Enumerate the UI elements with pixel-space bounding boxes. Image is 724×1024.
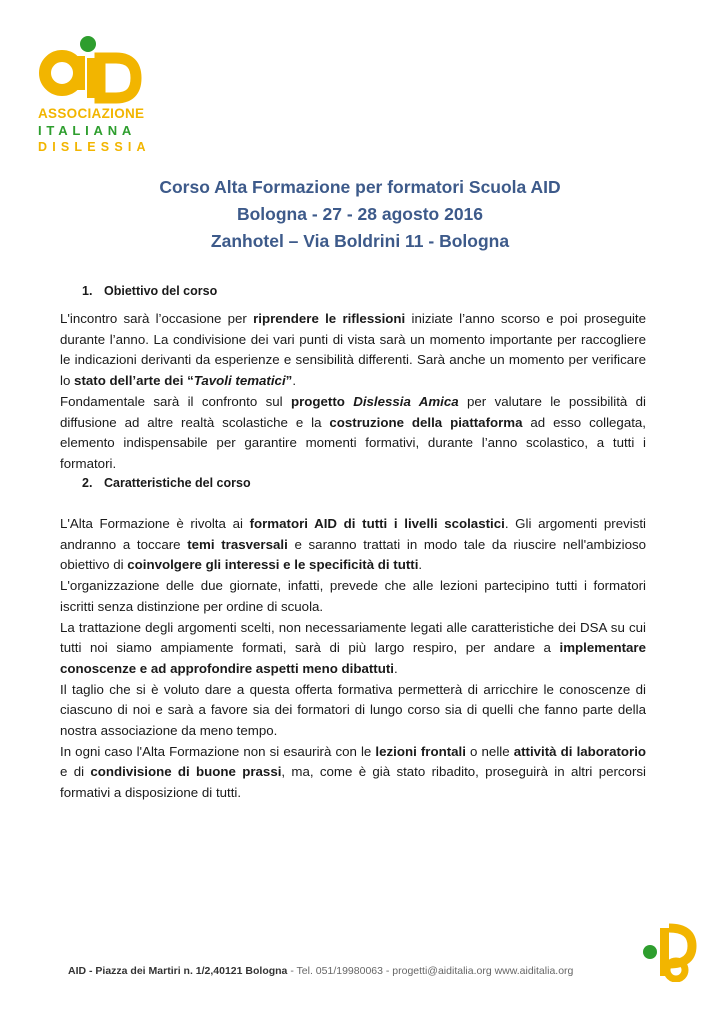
aid-logo-mark [38, 28, 148, 108]
section-2-heading [82, 476, 251, 490]
section-2-body [60, 514, 646, 804]
paragraph-3: L'Alta Formazione è rivolta ai formatori AID di tutti i livelli scolastici. Gli argomenti previsti andranno a toccare temi trasversali e saranno trattati in modo tale da riuscire nell'ambizioso obiettivo di coinvolgere gli interessi e le specificità di tutti. [60, 516, 647, 573]
paragraph-4: L'organizzazione delle due giornate, infatti, prevede che alle lezioni partecipino tutti i formatori iscritti senza distinzione per ordine di scuola. [60, 578, 646, 614]
logo-line-associazione: ASSOCIAZIONE [38, 106, 145, 121]
section-2-number: 2. [82, 476, 93, 490]
section-2-title: Caratteristiche del corso [104, 476, 251, 490]
footer-contacts: - Tel. 051/19980063 - progetti@aiditalia.org www.aiditalia.org [287, 965, 574, 977]
section-1-body [60, 309, 646, 475]
section-1-heading [82, 284, 217, 298]
paragraph-7: In ogni caso l'Alta Formazione non si esaurirà con le lezioni frontali o nelle attività di laboratorio e di condivisione di buone prassi, ma, come è già stato ribadito, proseguirà in altri percorsi formativi a disposizione di tutti. [60, 743, 647, 801]
footer-address: AID - Piazza dei Martiri n. 1/2,40121 Bologna [68, 965, 288, 977]
title-line-1: Corso Alta Formazione per formatori Scuola AID [159, 177, 561, 197]
section-1-title: Obiettivo del corso [104, 284, 218, 298]
footer-logo-icon [640, 920, 700, 987]
paragraph-1: L'incontro sarà l’occasione per riprendere le riflessioni iniziate l’anno scorso e poi proseguite durante l’anno. La condivisione dei vari punti di vista sarà un momento importante per raccogliere le indicazioni derivanti da esperienze e sensibilità differenti. Sarà anche un momento per verificare lo stato dell’arte dei “Tavoli tematici”. [60, 311, 647, 389]
title-line-2: Bologna - 27 - 28 agosto 2016 [236, 204, 484, 224]
paragraph-2: Fondamentale sarà il confronto sul progetto Dislessia Amica per valutare le possibilità di diffusione ad altre realtà scolastiche e la costruzione della piattaforma ad esso collegata, elemento indispensabile per garantire momenti formativi, durante l’anno scolastico, a tutti i formatori. [60, 393, 646, 471]
logo-line-italiana: ITALIANA [38, 123, 137, 138]
page-footer [68, 965, 573, 977]
title-line-3: Zanhotel – Via Boldrini 11 - Bologna [210, 231, 510, 251]
document-title [60, 174, 660, 255]
logo-line-dislessia: DISLESSIA [38, 140, 151, 154]
paragraph-5: La trattazione degli argomenti scelti, non necessariamente legati alle caratteristiche dei DSA su cui tutti noi siamo ampiamente formati, sarà di più largo respiro, per andare a implementare conoscenze e ad approfondire aspetti meno dibattuti. [60, 619, 646, 676]
section-1-number: 1. [82, 284, 93, 298]
paragraph-6: Il taglio che si è voluto dare a questa offerta formativa permetterà di arricchire le conoscenze di ciascuno di noi e sarà a favore sia dei formatori di lungo corso sia di quelli che fanno parte della nostra associazione da meno tempo. [60, 681, 646, 739]
aid-logo [38, 28, 151, 156]
